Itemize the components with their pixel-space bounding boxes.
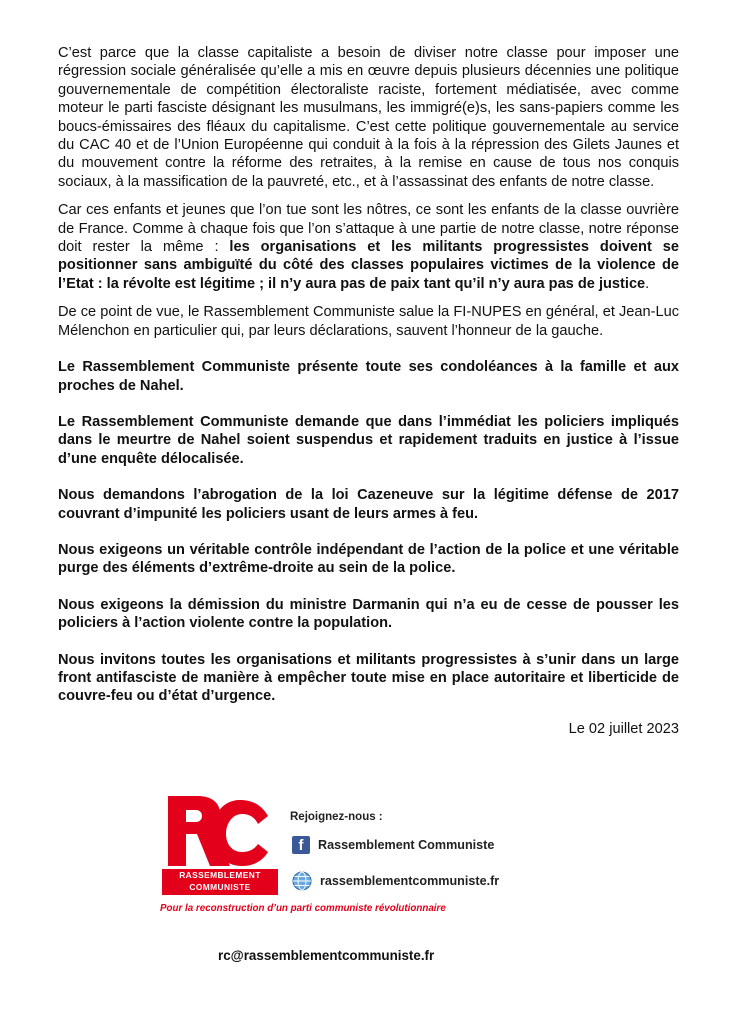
paragraph-children-end: . [645,275,650,292]
website-link-text: rassemblementcommuniste.fr [320,874,500,888]
globe-icon [292,871,312,891]
join-label: Rejoignez-nous : [290,811,383,823]
paragraph-children-start: Car ces enfants et jeunes que l’on tue sont les nôtres, ce sont les enfants de la classe ouvrière de France. Comme à chaque fois que l’on s’attaque à une partie de notre classe, notre réponse doit rester la même : [58,202,679,256]
website-link[interactable] [292,870,499,892]
paragraph-antifascist-front: Nous invitons toutes les organisations et militants progressistes à s’unir dans un large front antifasciste de manière à empêcher toute mise en place autoritaire et liberticide de couvre-feu ou d’état d’urgence. [58,651,679,705]
paragraph-cazeneuve-law: Nous demandons l’abrogation de la loi Cazeneuve sur la légitime défense de 2017 couvrant d’impunité les policiers usant de leurs armes à feu. [58,487,679,522]
facebook-icon: f [292,836,310,854]
paragraph-fi-nupes: De ce point de vue, le Rassemblement Communiste salue la FI-NUPES en général, et Jean-Luc Mélenchon en particulier qui, par leurs déclarations, sauvent l’honneur de la gauche. [58,304,679,339]
paragraph-children-bold: les organisations et les militants progressistes doivent se positionner sans ambiguïté du côté des classes populaires victimes de la violence de l’Etat : la révolte est légitime ; il n’y aura pas de paix tant qu’il n’y aura pas de justice [58,239,679,292]
facebook-link[interactable] [292,834,494,856]
logo-caption-line1: RASSEMBLEMENT [179,870,261,880]
letter-body [58,44,679,738]
logo-caption [162,869,278,895]
contact-email[interactable]: rc@rassemblementcommuniste.fr [218,948,435,963]
paragraph-condolences: Le Rassemblement Communiste présente toute ses condoléances à la famille et aux proches de Nahel. [58,359,679,394]
paragraph-children [58,201,679,293]
paragraph-police-control: Nous exigeons un véritable contrôle indépendant de l’action de la police et une véritable purge des éléments d’extrême-droite au sein de la police. [58,541,679,577]
letter-date: Le 02 juillet 2023 [568,720,679,737]
paragraph-darmanin: Nous exigeons la démission du ministre Darmanin qui n’a eu de cesse de pousser les policiers à l’action violente contre la population. [58,596,679,632]
paragraph-suspension-demand: Le Rassemblement Communiste demande que dans l’immédiat les policiers impliqués dans le meurtre de Nahel soient suspendus et rapidement traduits en justice à l’issue d’une enquête délocalisée. [58,413,679,467]
logo-caption-line2: COMMUNISTE [189,882,251,892]
facebook-link-text: Rassemblement Communiste [318,838,495,852]
footer-branding [160,792,540,922]
paragraph-capitalism: C’est parce que la classe capitaliste a besoin de diviser notre classe pour imposer une régression sociale généralisée qu’elle a mis en œuvre depuis plusieurs décennies une politique gouvernementale de compétition électoraliste raciste, fortement médiatisée, avec comme moteur le parti fasciste désignant les musulmans, les immigré(e)s, les sans-papiers comme les boucs-émissaires des fléaux du capitalisme. C’est cette politique gouvernementale au service du CAC 40 et de l’Union Européenne qui conduit à la fois à la répression des Gilets Jaunes et du mouvement contre la réforme des retraites, à la remise en cause de tous nos conquis sociaux, à la massification de la pauvreté, etc., et à l’assassinat des enfants de notre classe. [58,45,679,190]
tagline: Pour la reconstruction d’un parti communiste révolutionnaire [160,903,446,914]
